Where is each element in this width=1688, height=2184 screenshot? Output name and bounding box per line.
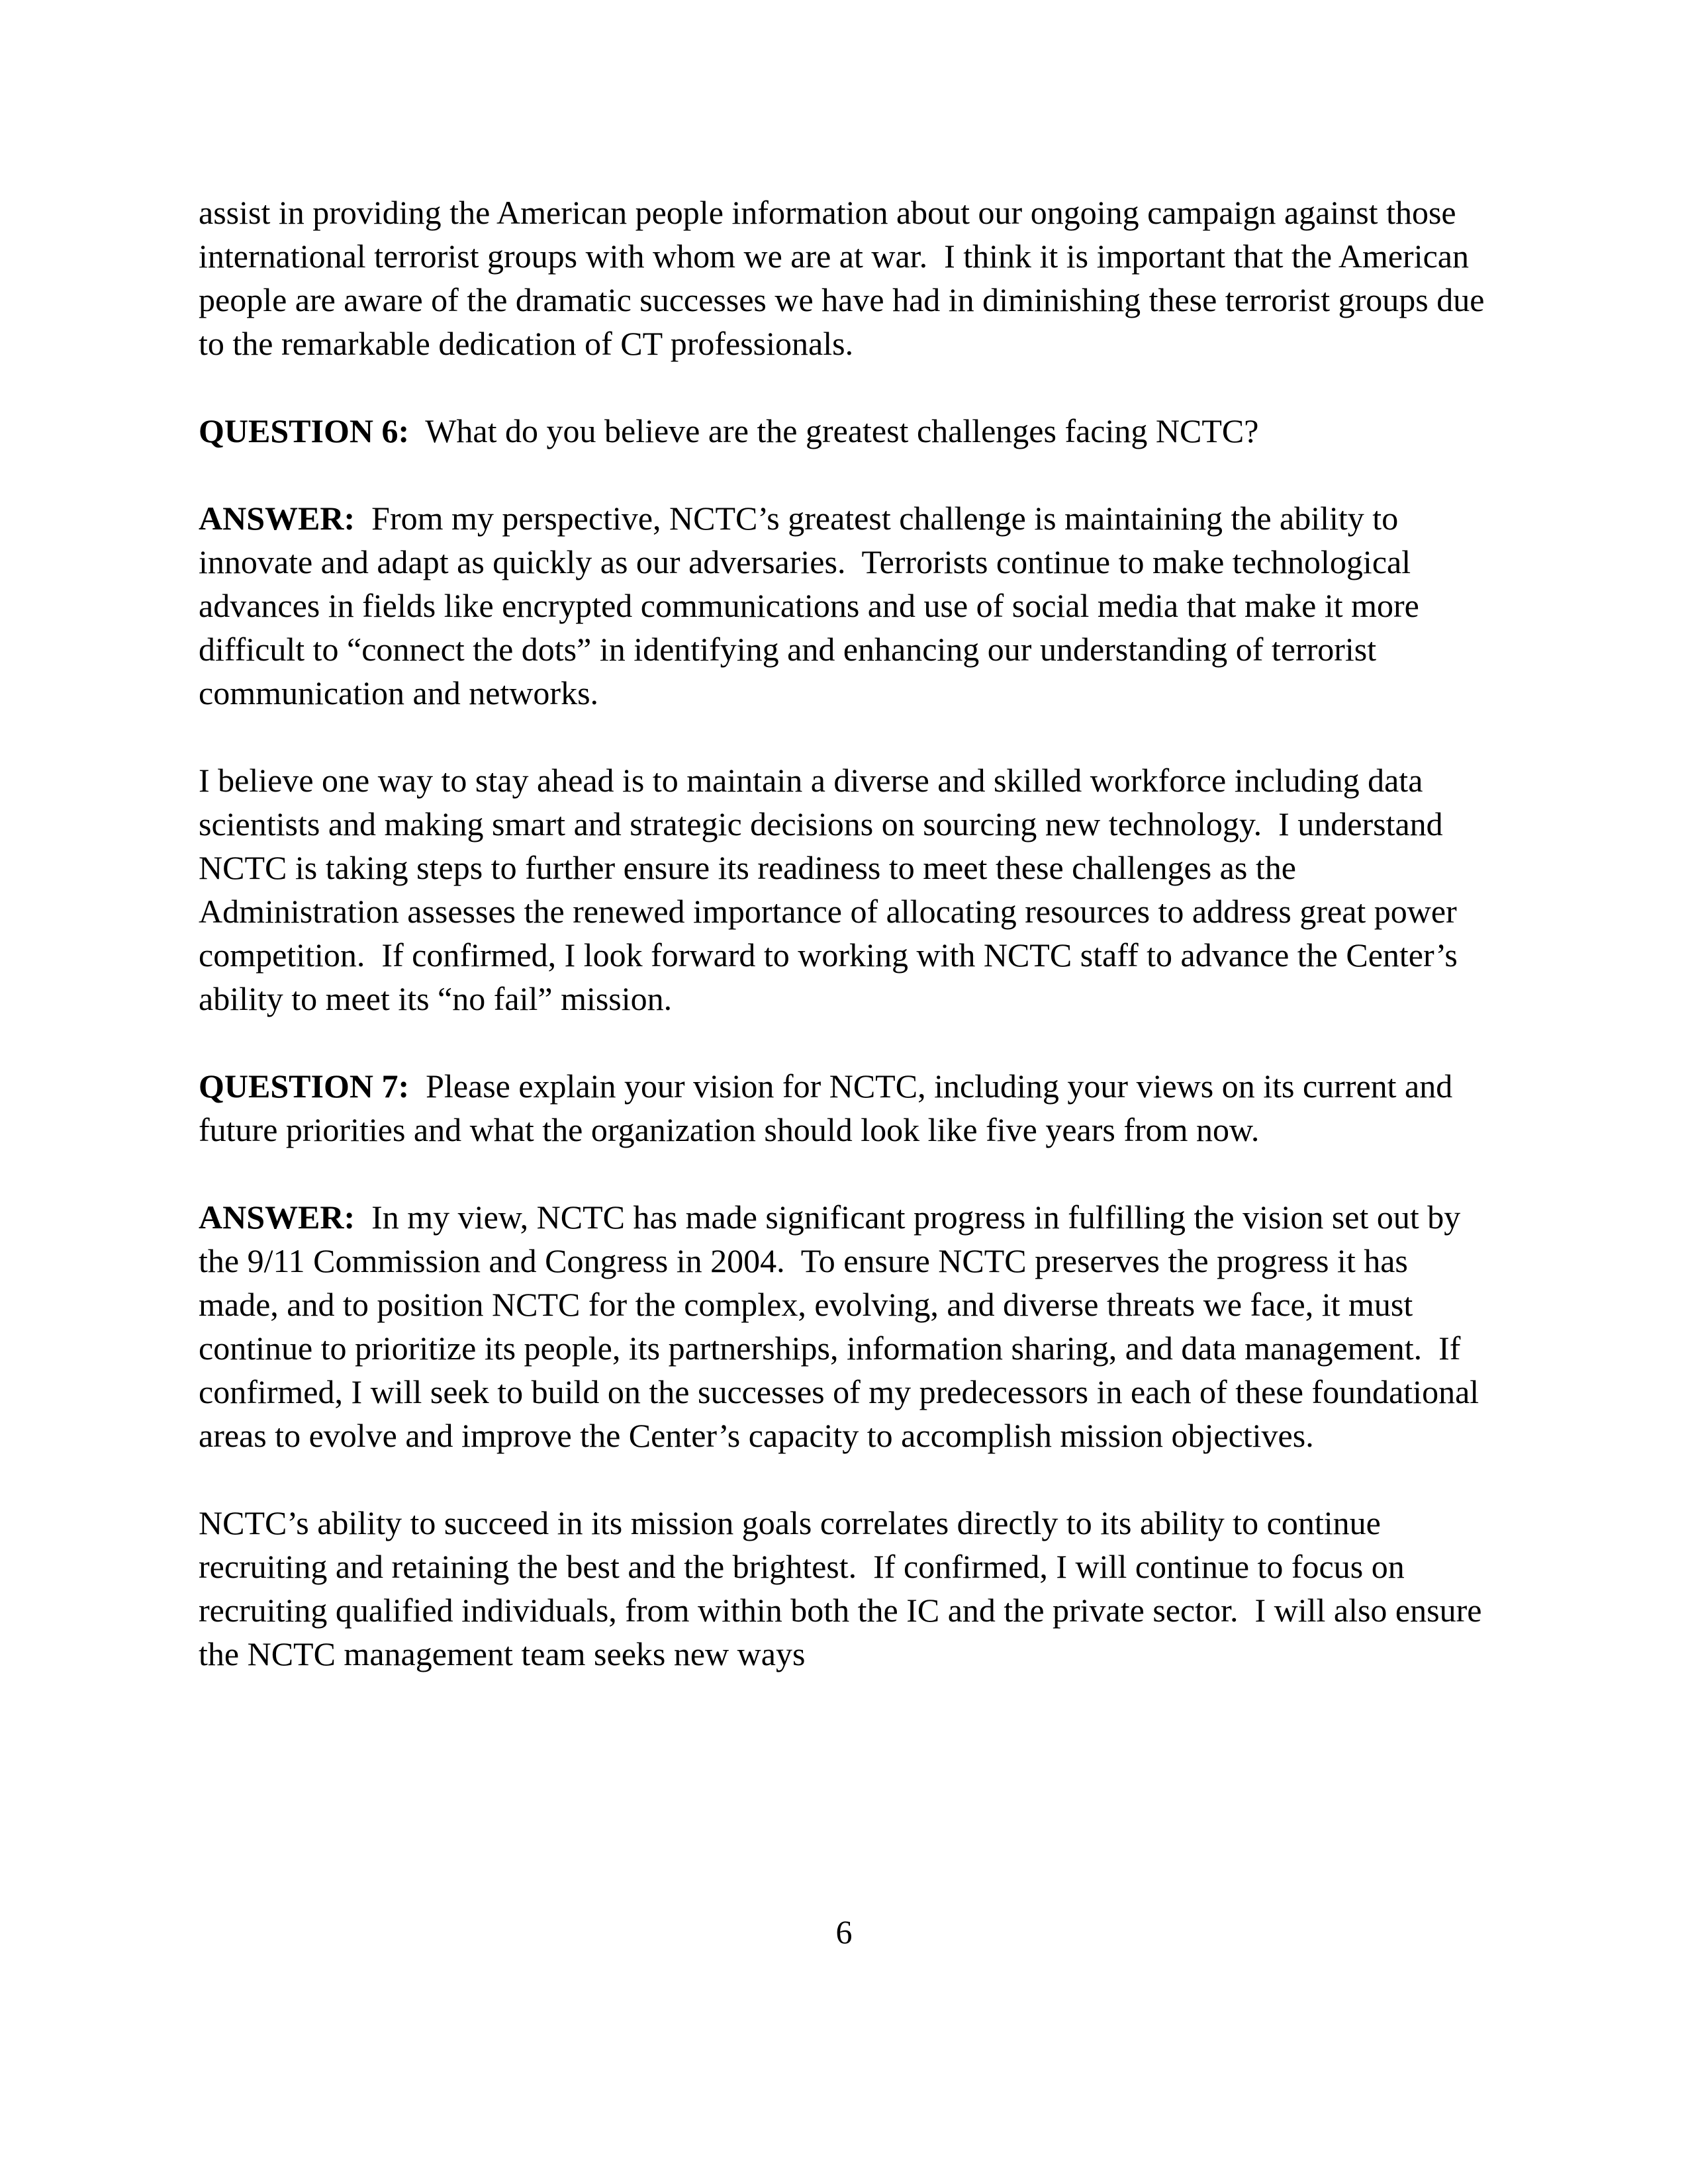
answer-7-continued-paragraph <box>199 1501 1489 1676</box>
paragraph-text: I believe one way to stay ahead is to maintain a diverse and skilled workforce including data scientists and making smart and strategic decisions on sourcing new technology. I understand NCTC is taking steps to further ensure its readiness to meet these challenges as the Administration assesses the renewed importance of allocating resources to address great power competition. If confirmed, I look forward to working with NCTC staff to advance the Center’s ability to meet its “no fail” mission. <box>199 762 1466 1017</box>
paragraph-continuation <box>199 191 1493 365</box>
question-7-text: Please explain your vision for NCTC, including your views on its current and future priorities and what the organization should look like five years from now. <box>199 1068 1461 1148</box>
answer-7-text: In my view, NCTC has made significant progress in fulfilling the vision set out by the 9/11 Commission and Congress in 2004. To ensure NCTC preserves the progress it has made, and to position NCTC for the complex, evolving, and diverse threats we face, it must continue to prioritize its people, its partnerships, information sharing, and data management. If confirmed, I will seek to build on the successes of my predecessors in each of these foundational areas to evolve and improve the Center’s capacity to accomplish mission objectives. <box>199 1199 1487 1454</box>
question-7-paragraph <box>199 1064 1489 1152</box>
answer-6-paragraph <box>199 496 1489 715</box>
answer-6-label: ANSWER: <box>199 500 355 537</box>
question-6-text: What do you believe are the greatest challenges facing NCTC? <box>409 412 1259 449</box>
answer-6-continued-paragraph <box>199 758 1489 1021</box>
question-7-label: QUESTION 7: <box>199 1068 410 1105</box>
document-body <box>199 191 1493 1719</box>
paragraph-text: assist in providing the American people information about our ongoing campaign against those international terrorist groups with whom we are at war. I think it is important that the American people are aware of the dramatic successes we have had in diminishing these terrorist groups due to the remarkable dedication of CT professionals. <box>199 194 1493 362</box>
answer-6-text: From my perspective, NCTC’s greatest challenge is maintaining the ability to innovate and adapt as quickly as our adversaries. Terrorists continue to make technological advances in fields like encrypted communications and use of social media that make it more difficult to “connect the dots” in identifying and enhancing our understanding of terrorist communication and networks. <box>199 500 1428 711</box>
answer-7-paragraph <box>199 1195 1489 1457</box>
paragraph-text: NCTC’s ability to succeed in its mission goals correlates directly to its ability to continue recruiting and retaining the best and the brightest. If confirmed, I will continue to focus on recruiting qualified individuals, from within both the IC and the private sector. I will also ensure the NCTC management team seeks new ways <box>199 1504 1490 1672</box>
question-6-paragraph <box>199 409 1489 453</box>
page-number: 6 <box>835 1913 853 1950</box>
answer-7-label: ANSWER: <box>199 1199 355 1236</box>
question-6-label: QUESTION 6: <box>199 412 410 449</box>
